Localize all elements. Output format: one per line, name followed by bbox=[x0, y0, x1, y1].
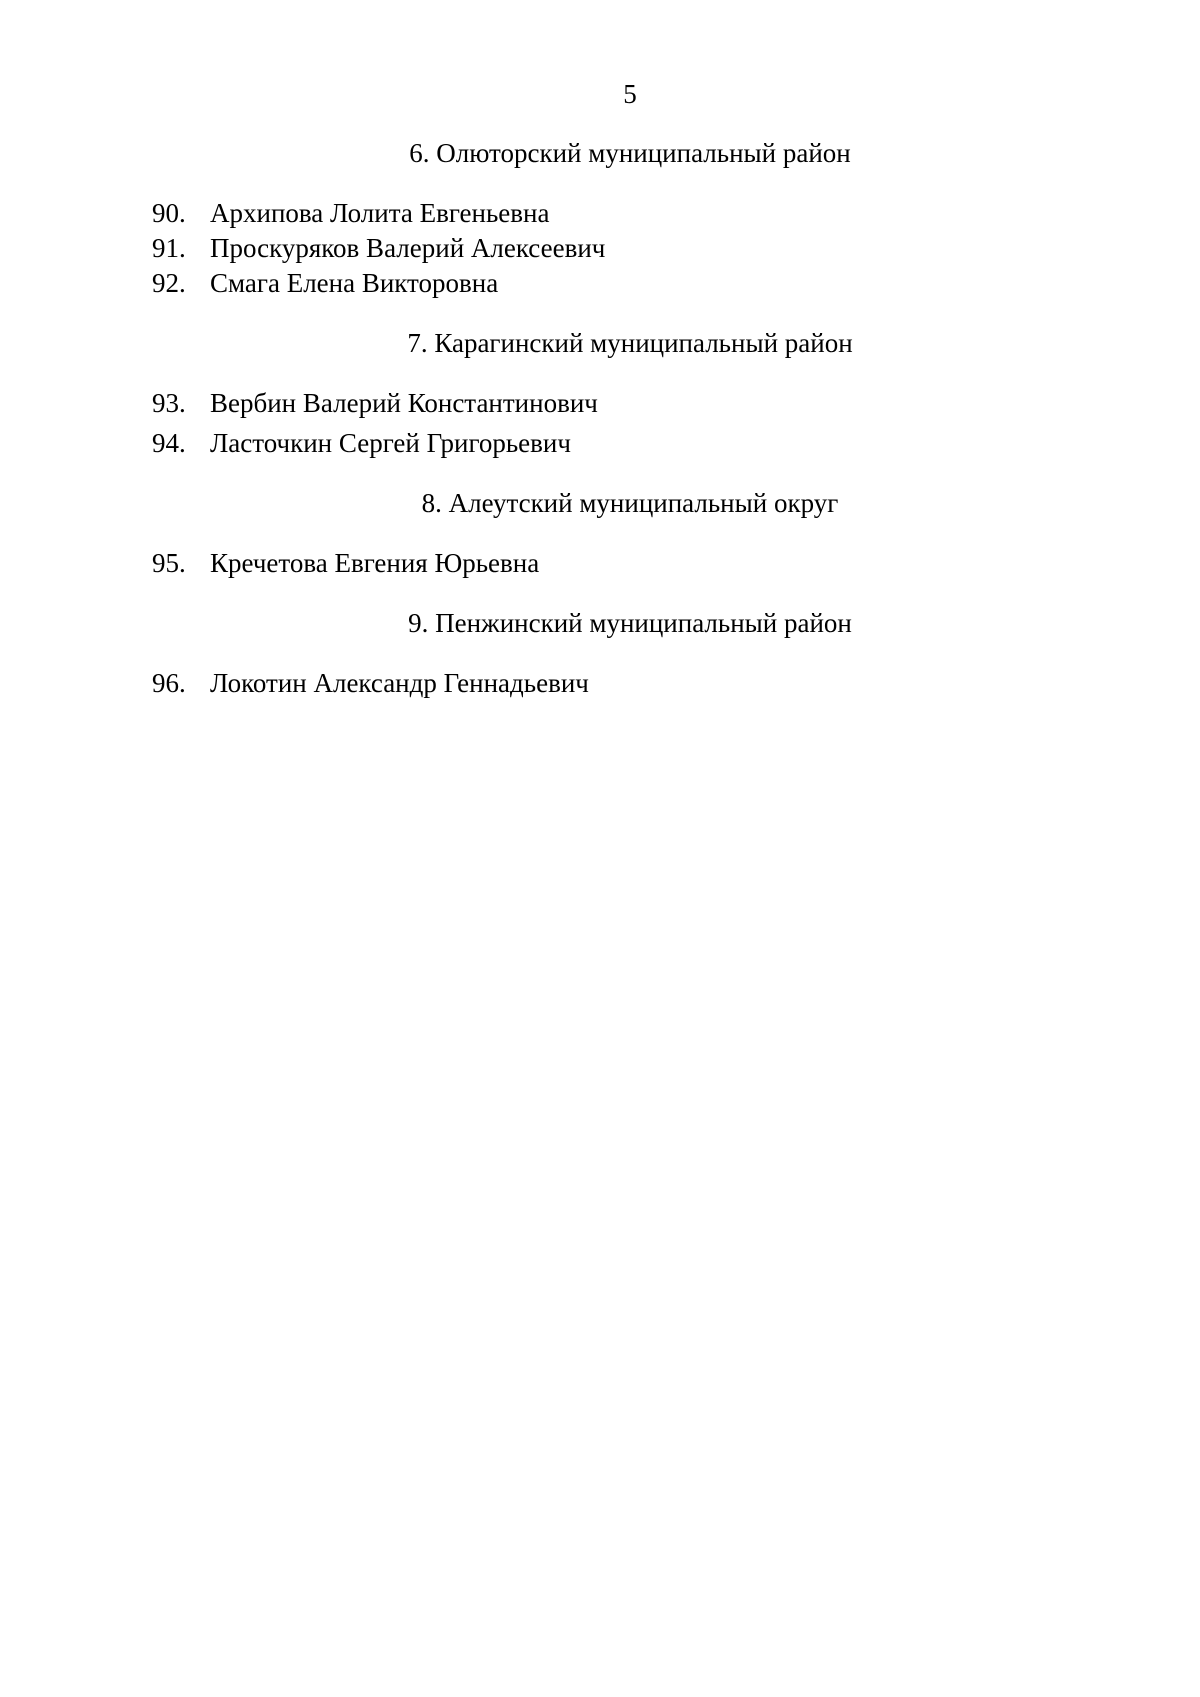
section-heading-oliutorsky: 6. Олюторский муниципальный район bbox=[409, 138, 851, 168]
page-number: 5 bbox=[623, 79, 637, 109]
list-item-number: 90. bbox=[152, 198, 186, 228]
list-item bbox=[152, 547, 539, 579]
list-item-number: 94. bbox=[152, 428, 186, 458]
list-item-name: Ласточкин Сергей Григорьевич bbox=[210, 428, 571, 458]
list-item bbox=[152, 267, 498, 299]
section-heading-karaginsky: 7. Карагинский муниципальный район bbox=[407, 328, 853, 358]
list-item bbox=[152, 232, 605, 264]
section-heading-penzhinsky: 9. Пенжинский муниципальный район bbox=[408, 608, 852, 638]
list-item-name: Смага Елена Викторовна bbox=[210, 268, 499, 298]
list-item bbox=[152, 667, 589, 699]
list-item-number: 95. bbox=[152, 548, 186, 578]
list-item-name: Архипова Лолита Евгеньевна bbox=[210, 198, 550, 228]
list-item-name: Кречетова Евгения Юрьевна bbox=[210, 548, 540, 578]
list-item-name: Локотин Александр Геннадьевич bbox=[210, 668, 589, 698]
list-item bbox=[152, 387, 598, 419]
list-item-name: Проскуряков Валерий Алексеевич bbox=[210, 233, 606, 263]
list-item-number: 91. bbox=[152, 233, 186, 263]
list-item-number: 93. bbox=[152, 388, 186, 418]
list-item-name: Вербин Валерий Константинович bbox=[210, 388, 598, 418]
list-item-number: 92. bbox=[152, 268, 186, 298]
list-item-number: 96. bbox=[152, 668, 186, 698]
section-heading-aleutsky: 8. Алеутский муниципальный округ bbox=[421, 488, 839, 518]
list-item bbox=[152, 427, 571, 459]
list-item bbox=[152, 197, 549, 229]
